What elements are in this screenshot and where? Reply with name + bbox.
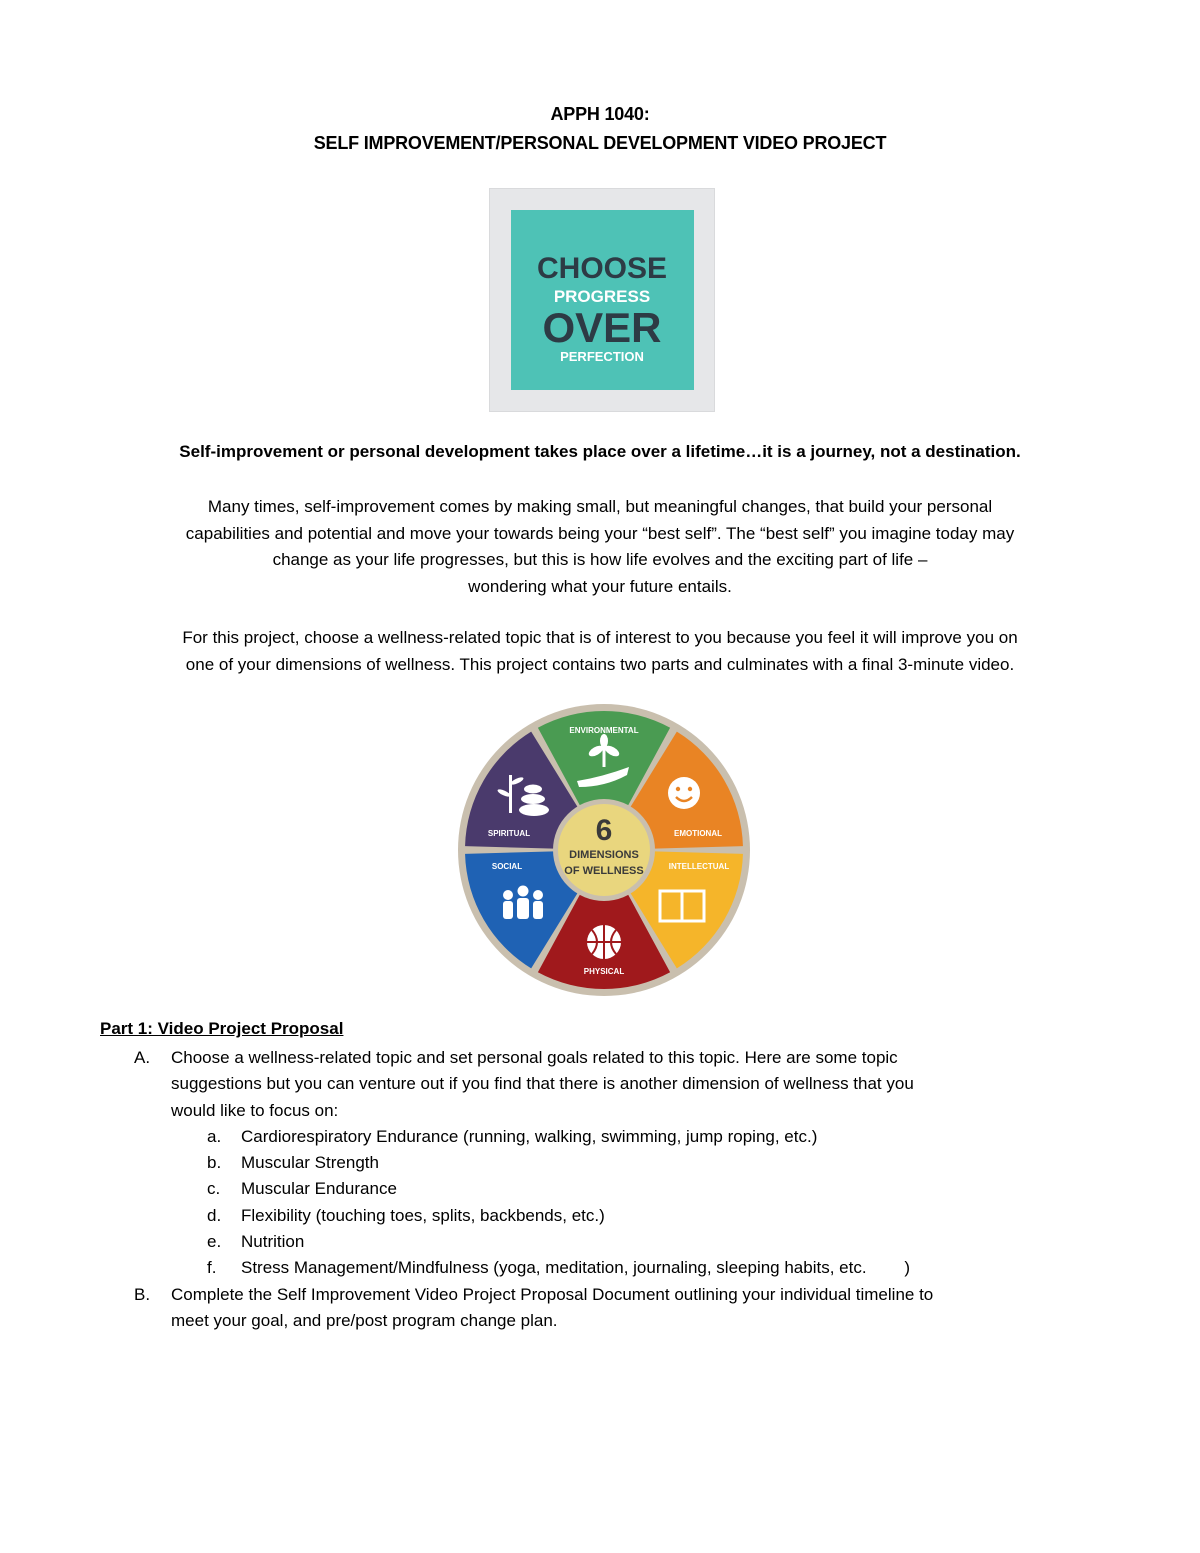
list-item-continuation	[0, 1308, 1200, 1334]
sub-list-marker: a.	[207, 1126, 222, 1146]
wellness-wheel	[457, 703, 751, 997]
part1-heading: Part 1: Video Project Proposal	[100, 1019, 344, 1038]
sub-list-marker: b.	[207, 1153, 222, 1173]
sub-list-text: Stress Management/Mindfulness (yoga, meditation, journaling, sleeping habits, etc. )	[241, 1258, 911, 1278]
smiley-icon	[668, 777, 700, 809]
sub-list-item	[0, 1255, 1200, 1281]
intro-paragraph	[100, 494, 1100, 600]
segment-label-spiritual: SPIRITUAL	[487, 829, 531, 838]
sub-list-item	[0, 1150, 1200, 1176]
sub-list-text: Muscular Strength	[241, 1153, 379, 1173]
list-text: Choose a wellness-related topic and set personal goals related to this topic. Here are some topic	[171, 1048, 898, 1067]
sub-list-text: Nutrition	[241, 1232, 305, 1252]
list-text: Complete the Self Improvement Video Project Proposal Document outlining your individual timeline to	[171, 1284, 934, 1304]
project-line: one of your dimensions of wellness. This project contains two parts and culminates with a final 3-minute video.	[185, 654, 1015, 674]
sub-list-text: Muscular Endurance	[241, 1179, 397, 1199]
center-line2: OF WELLNESS	[564, 865, 644, 877]
sub-list-item	[0, 1203, 1200, 1229]
poster-line1: CHOOSE	[536, 252, 668, 285]
list-marker: B.	[134, 1284, 151, 1304]
sub-list-marker: e.	[207, 1232, 222, 1252]
list-marker: A.	[134, 1048, 151, 1067]
poster-line4: PERFECTION	[560, 349, 644, 364]
sub-list-marker: d.	[207, 1205, 222, 1225]
intro-line: capabilities and potential and move your towards being your “best self”. The “best self” you imagine today may	[185, 523, 1015, 543]
part1-list	[0, 1045, 1200, 1334]
sub-list-item	[0, 1229, 1200, 1255]
list-item	[0, 1282, 1200, 1308]
list-text: meet your goal, and pre/post program change plan.	[171, 1310, 558, 1330]
segment-label-emotional: EMOTIONAL	[674, 829, 722, 838]
list-item-continuation	[0, 1071, 1200, 1097]
course-code: APPH 1040:	[550, 104, 650, 124]
project-line: For this project, choose a wellness-related topic that is of interest to you because you feel it will improve you on	[182, 628, 1018, 647]
segment-label-physical: PHYSICAL	[583, 967, 625, 976]
project-paragraph	[100, 625, 1100, 678]
sub-list-text: Cardiorespiratory Endurance (running, walking, swimming, jump roping, etc.)	[241, 1126, 818, 1146]
poster-lettering	[511, 210, 694, 390]
intro-line: wondering what your future entails.	[468, 576, 732, 596]
poster-line2: PROGRESS	[553, 287, 651, 306]
poster-artwork	[511, 210, 694, 390]
intro-line: change as your life progresses, but this is how life evolves and the exciting part of life –	[272, 550, 928, 569]
poster-line3: OVER	[542, 304, 662, 351]
sub-list-marker: f.	[207, 1258, 217, 1278]
people-icon	[503, 886, 543, 920]
sub-list-item	[0, 1124, 1200, 1150]
intro-line: Many times, self-improvement comes by making small, but meaningful changes, that build your personal	[207, 497, 993, 516]
sub-list-marker: c.	[207, 1179, 221, 1199]
center-line1: DIMENSIONS	[569, 849, 639, 861]
lead-statement: Self-improvement or personal development takes place over a lifetime…it is a journey, not a destination.	[179, 442, 1021, 461]
segment-label-environmental: ENVIRONMENTAL	[569, 726, 639, 735]
list-text: would like to focus on:	[171, 1100, 339, 1120]
list-item-continuation	[0, 1098, 1200, 1124]
list-item	[0, 1045, 1200, 1071]
sub-list-text: Flexibility (touching toes, splits, backbends, etc.)	[241, 1205, 605, 1225]
list-text: suggestions but you can venture out if you find that there is another dimension of wellness that you	[171, 1074, 914, 1094]
project-title: SELF IMPROVEMENT/PERSONAL DEVELOPMENT VIDEO PROJECT	[313, 133, 887, 153]
segment-label-social: SOCIAL	[491, 862, 523, 871]
basketball-icon	[587, 925, 621, 959]
center-number: 6	[595, 814, 613, 847]
sub-list-item	[0, 1176, 1200, 1202]
segment-label-intellectual: INTELLECTUAL	[668, 862, 730, 871]
poster-image	[489, 188, 715, 412]
